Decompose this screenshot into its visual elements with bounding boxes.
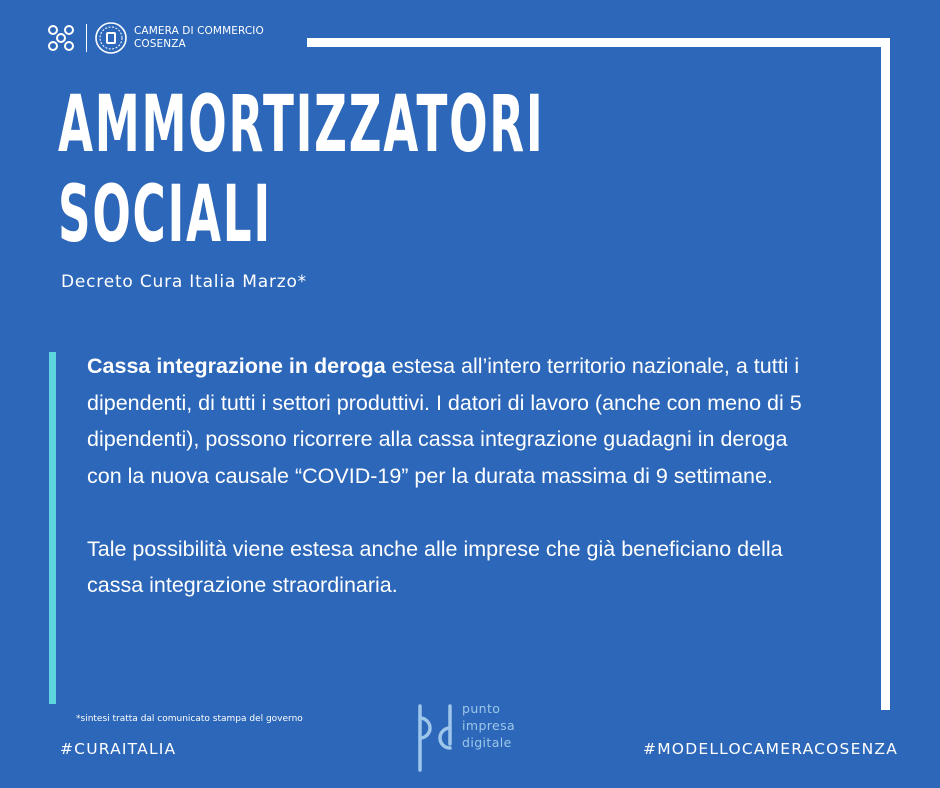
hashtag-curaitalia: #CURAITALIA	[60, 740, 177, 758]
accent-bar	[49, 352, 56, 704]
frame-right-border	[881, 38, 890, 710]
frame-top-border	[307, 38, 890, 47]
body-paragraph-2: Tale possibilità viene estesa anche alle imprese che già beneficiano della cassa integrazione straordinaria.	[87, 536, 783, 597]
pid-logo-text	[462, 700, 515, 751]
footnote: *sintesi tratta dal comunicato stampa del governo	[76, 714, 303, 724]
header-divider	[86, 24, 87, 52]
body-paragraph-1-rest: estesa all’intero territorio nazionale, a tutti i dipendenti, di tutti i settori produttivi. I datori di lavoro (anche con meno di 5 dipendenti), possono ricorrere alla cassa integrazione guadagni in deroga con la nuova causale “COVID-19” per la durata massima di 9 settimane.	[87, 354, 802, 488]
seal-icon	[94, 21, 128, 55]
title-line2: SOCIALI	[58, 170, 272, 260]
body-paragraph-1	[87, 348, 827, 494]
title-line1: AMMORTIZZATORI	[58, 80, 545, 170]
org-name	[134, 25, 264, 51]
chamber-logo-icon	[44, 21, 78, 55]
org-name-line1: CAMERA DI COMMERCIO	[134, 25, 264, 37]
page-subtitle: Decreto Cura Italia Marzo*	[61, 272, 307, 292]
org-name-line2: COSENZA	[134, 38, 186, 50]
pid-line1: punto	[462, 701, 501, 716]
pid-logo-icon	[410, 698, 460, 774]
pid-line2: impresa	[462, 718, 516, 733]
hashtag-modellocameracosenza: #MODELLOCAMERACOSENZA	[643, 740, 898, 758]
pid-line3: digitale	[462, 735, 512, 750]
body-text	[87, 348, 827, 604]
page-title	[58, 80, 544, 260]
body-lead: Cassa integrazione in deroga	[87, 354, 386, 378]
